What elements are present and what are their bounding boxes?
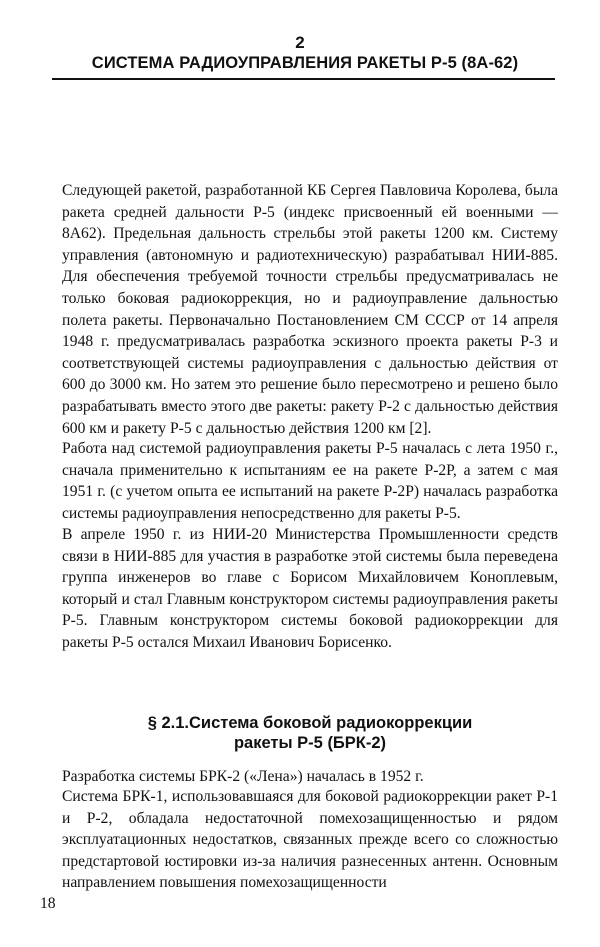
section-heading-line-1: § 2.1.Система боковой радиокоррекции (147, 714, 473, 732)
section-heading (100, 713, 520, 753)
page-number: 18 (40, 895, 56, 912)
section-paragraph-1 (62, 766, 558, 788)
section-paragraph-1-text: Разработка системы БРК-2 («Лена») началась в 1952 г. (62, 768, 424, 785)
section-paragraph-2 (62, 786, 558, 894)
paragraph-3 (62, 524, 558, 654)
paragraph-2 (62, 438, 558, 524)
heading-rule (52, 78, 555, 80)
section-heading-line-2: ракеты Р-5 (БРК-2) (233, 734, 387, 752)
paragraph-2-text: Работа над системой радиоуправления ракеты Р-5 началась с лета 1950 г., сначала применительно к испытаниям ее на ракете Р-2Р, а затем с мая 1951 г. (с учетом опыта ее испытаний на ракете Р-2Р) началась разработка системы радиоуправления непосредственно для ракеты Р-5. (62, 440, 558, 522)
paragraph-1 (62, 180, 558, 439)
paragraph-1-text: Следующей ракетой, разработанной КБ Сергея Павловича Королева, была ракета средней дальности Р-5 (индекс присвоенный ей военными — 8А62). Предельная дальность стрельбы этой ракеты 1200 км. Систему управления (автономную и радиотехническую) разрабатывал НИИ-885. Для обеспечения требуемой точности стрельбы предусматривалась не только боковая радиокоррекция, но и радиоуправление дальностью полета ракеты. Первоначально Постановлением СМ СССР от 14 апреля 1948 г. предусматривалась разработка эскизного проекта ракеты Р-3 и соответствующей системы радиоуправления с дальностью действия от 600 до 3000 км. Но затем это решение было пересмотрено и решено было разрабатывать вместо этого две ракеты: ракету Р-2 с дальностью действия 600 км и ракету Р-5 с дальностью действия 1200 км [2]. (62, 182, 558, 437)
chapter-title: СИСТЕМА РАДИОУПРАВЛЕНИЯ РАКЕТЫ Р-5 (8А-62) (91, 54, 519, 72)
section-paragraph-2-text: Система БРК-1, использовавшаяся для боковой радиокоррекции ракет Р-1 и Р-2, обладала недостаточной помехозащищенностью и рядом эксплуатационных недостатков, связанных прежде всего со сложностью предстартовой юстировки из-за наличия разнесенных антенн. Основным направлением повышения помехозащищенности (62, 788, 558, 892)
chapter-number: 2 (295, 33, 305, 52)
paragraph-3-text: В апреле 1950 г. из НИИ-20 Министерства Промышленности средств связи в НИИ-885 для участия в разработке этой системы была переведена группа инженеров во главе с Борисом Михайловичем Коноплевым, который и стал Главным конструктором системы радиоуправления ракеты Р-5. Главным конструктором системы боковой радиокоррекции для ракеты Р-5 остался Михаил Иванович Борисенко. (62, 526, 558, 651)
